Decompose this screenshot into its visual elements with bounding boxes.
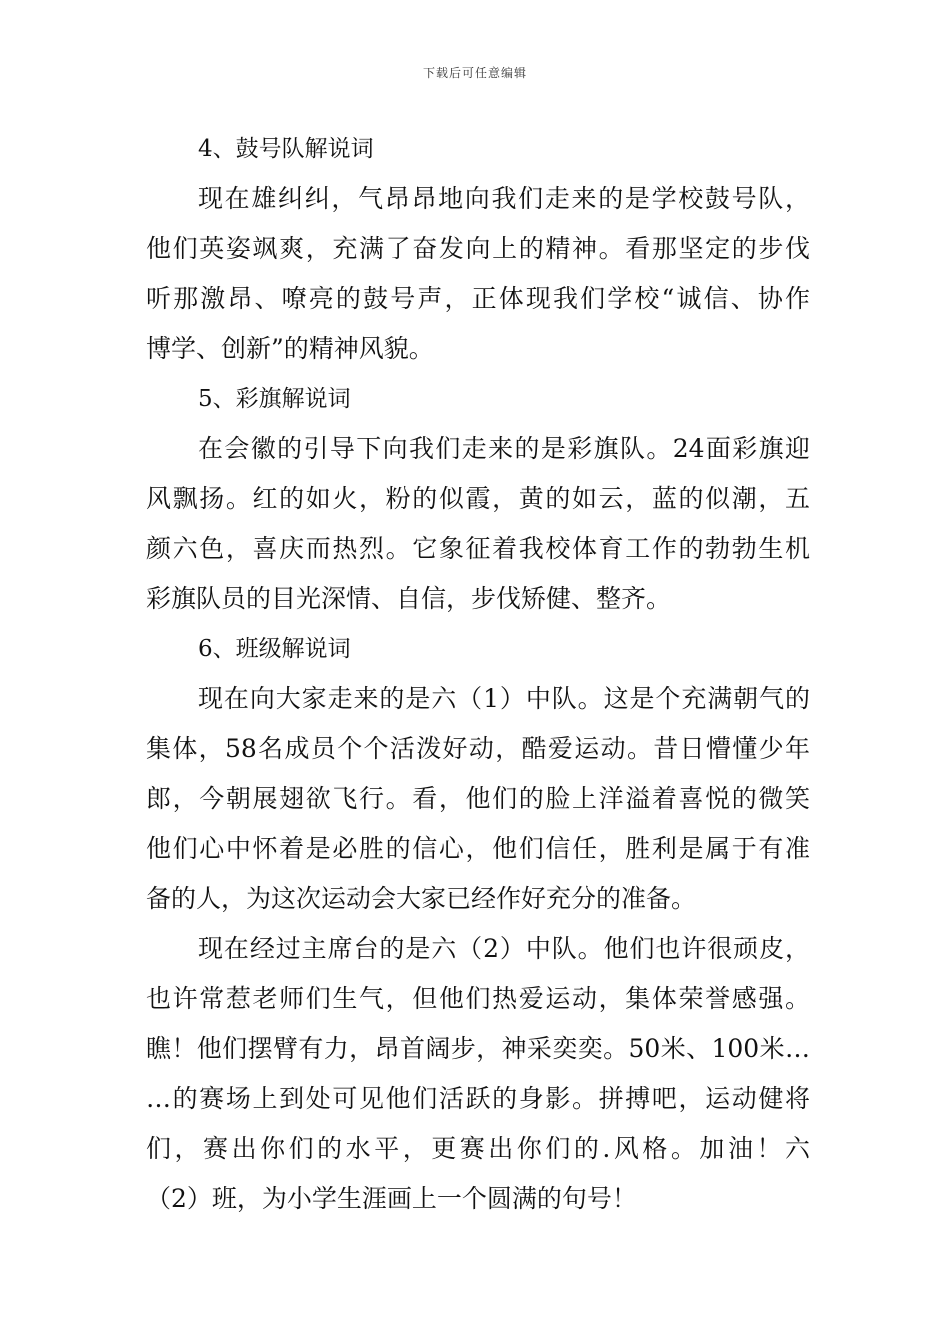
text-line: 现在经过主席台的是六（2）中队。他们也许很顽皮， [198,934,810,963]
text-line: 也许常惹老师们生气，但他们热爱运动，集体荣誉感强。 [146,984,810,1013]
text-line: （2）班，为小学生涯画上一个圆满的句号！ [146,1184,637,1213]
text-line: 风飘扬。红的如火，粉的似霞，黄的如云，蓝的似潮，五 [146,484,810,513]
paragraph [146,174,810,374]
text-line: 郎，今朝展翅欲飞行。看，他们的脸上洋溢着喜悦的微笑 [146,784,810,813]
text-line: 瞧！他们摆臂有力，昂首阔步，神采奕奕。50米、100米… [146,1034,810,1063]
text-line: 彩旗队员的目光深情、自信，步伐矫健、整齐。 [146,584,672,613]
paragraph [146,924,810,1224]
text-line: 听那激昂、嘹亮的鼓号声，正体现我们学校“诚信、协作 [146,284,810,313]
section-class-team [146,624,810,1224]
text-line: 他们心中怀着是必胜的信心，他们信任，胜利是属于有准 [146,834,810,863]
section-heading: 5、彩旗解说词 [198,386,351,412]
text-line: 现在向大家走来的是六（1）中队。这是个充满朝气的 [198,684,810,713]
section-heading: 6、班级解说词 [198,636,351,662]
section-drum-team [146,124,810,374]
paragraph [146,424,810,624]
text-line: 博学、创新”的精神风貌。 [146,334,434,363]
text-line: 备的人，为这次运动会大家已经作好充分的准备。 [146,884,697,913]
text-line: 现在雄纠纠，气昂昂地向我们走来的是学校鼓号队， [198,184,810,213]
text-line: 们，赛出你们的水平，更赛出你们的.风格。加油！六 [146,1134,810,1163]
page-header-note: 下载后可任意编辑 [422,66,527,80]
section-heading: 4、鼓号队解说词 [198,136,374,162]
text-line: 颜六色，喜庆而热烈。它象征着我校体育工作的勃勃生机 [146,534,810,563]
text-line: 集体，58名成员个个活泼好动，酷爱运动。昔日懵懂少年 [146,734,810,763]
text-line: 在会徽的引导下向我们走来的是彩旗队。24面彩旗迎 [198,434,810,463]
text-line: …的赛场上到处可见他们活跃的身影。拼搏吧，运动健将 [146,1084,810,1113]
document-body [146,124,810,1224]
paragraph [146,674,810,924]
text-line: 他们英姿飒爽，充满了奋发向上的精神。看那坚定的步伐 [146,234,810,263]
section-flag-team [146,374,810,624]
